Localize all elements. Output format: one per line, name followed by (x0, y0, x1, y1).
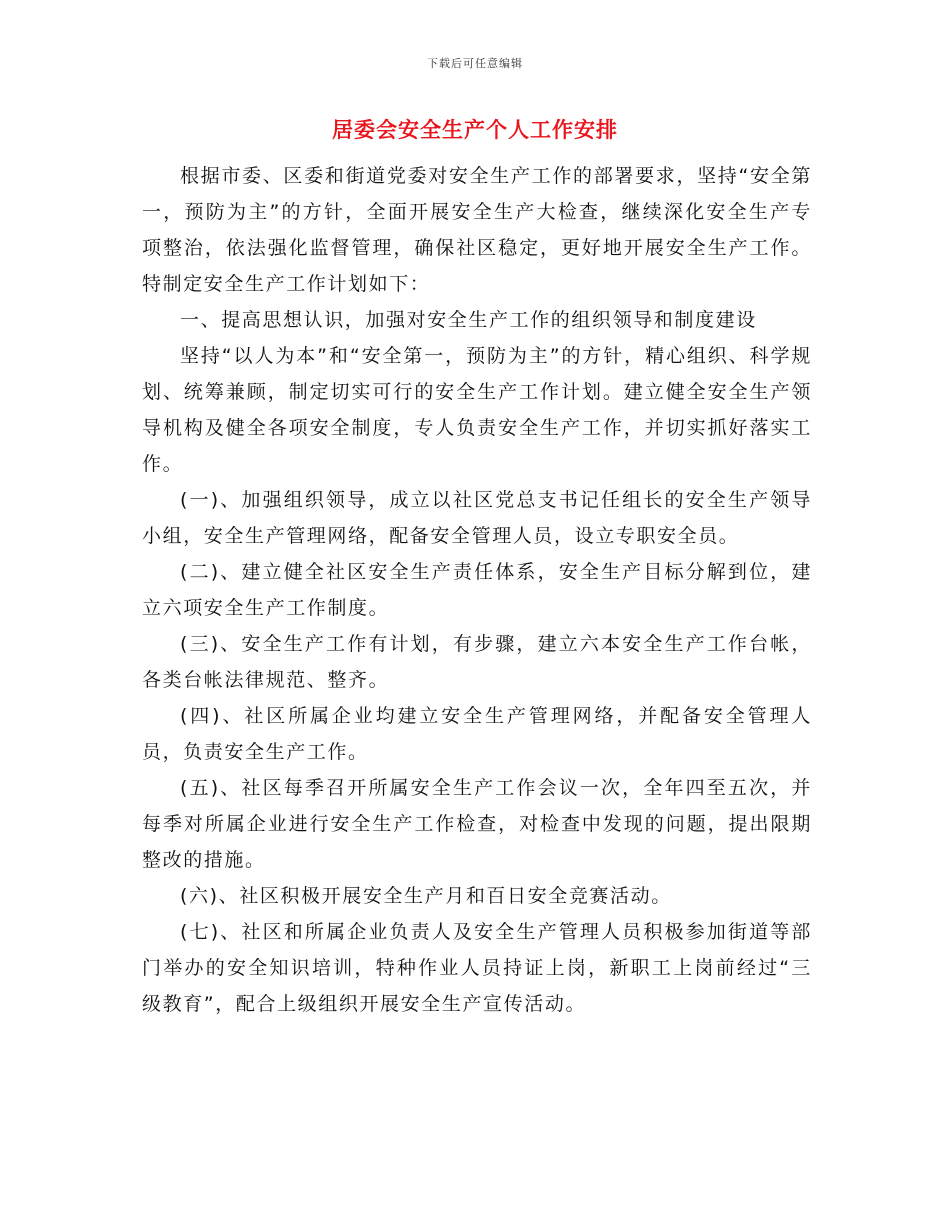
list-item-3: (三)、安全生产工作有计划，有步骤，建立六本安全生产工作台帐，各类台帐法律规范、整齐。 (142, 633, 812, 691)
list-item-5: (五)、社区每季召开所属安全生产工作会议一次，全年四至五次，并每季对所属企业进行安全生产工作检查，对检查中发现的问题，提出限期整改的措施。 (142, 777, 812, 871)
document-body (142, 158, 812, 1022)
header-note: 下载后可任意编辑 (427, 57, 523, 70)
list-item-6: (六)、社区积极开展安全生产月和百日安全竞赛活动。 (180, 885, 672, 907)
list-item-7: (七)、社区和所属企业负责人及安全生产管理人员积极参加街道等部门举办的安全知识培训，特种作业人员持证上岗，新职工上岗前经过“三级教育”，配合上级组织开展安全生产宣传活动。 (142, 921, 812, 1015)
document-title: 居委会安全生产个人工作安排 (332, 118, 618, 142)
section-heading-1: 一、提高思想认识，加强对安全生产工作的组织领导和制度建设 (180, 309, 757, 331)
paragraph-principle: 坚持“以人为本”和“安全第一，预防为主”的方针，精心组织、科学规划、统筹兼顾，制定切实可行的安全生产工作计划。建立健全安全生产领导机构及健全各项安全制度，专人负责安全生产工作，并切实抓好落实工作。 (142, 345, 812, 475)
list-item-4: (四)、社区所属企业均建立安全生产管理网络，并配备安全管理人员，负责安全生产工作。 (142, 705, 812, 763)
paragraph-intro: 根据市委、区委和街道党委对安全生产工作的部署要求，坚持“安全第一，预防为主”的方针，全面开展安全生产大检查，继续深化安全生产专项整治，依法强化监督管理，确保社区稳定，更好地开展安全生产工作。特制定安全生产工作计划如下： (142, 165, 812, 295)
list-item-2: (二)、建立健全社区安全生产责任体系，安全生产目标分解到位，建立六项安全生产工作制度。 (142, 561, 812, 619)
list-item-1: (一)、加强组织领导，成立以社区党总支书记任组长的安全生产领导小组，安全生产管理网络，配备安全管理人员，设立专职安全员。 (142, 489, 812, 547)
